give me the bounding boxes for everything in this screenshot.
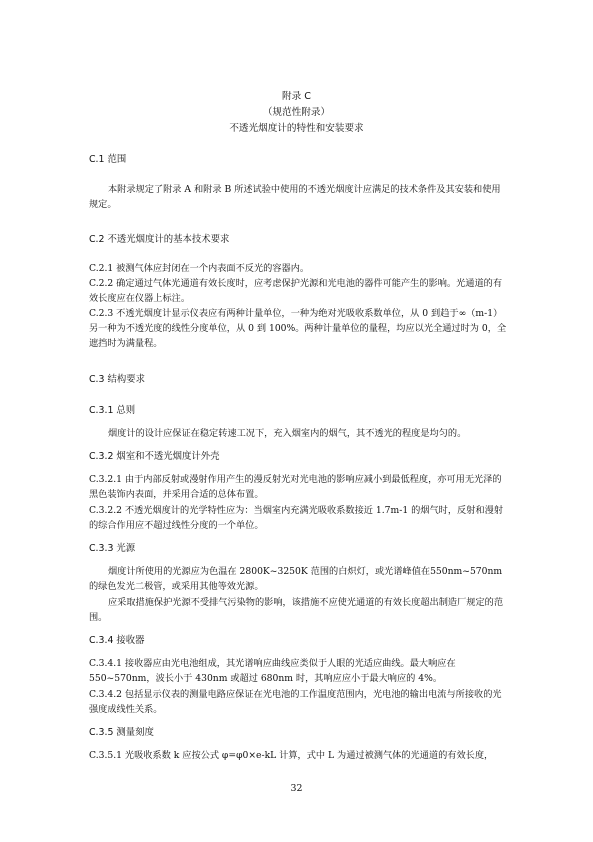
heading-c2: C.2 不透光烟度计的基本技术要求 [89, 234, 230, 245]
heading-c33: C.3.3 光源 [89, 543, 136, 554]
heading-c32: C.3.2 烟室和不透光烟度计外壳 [89, 451, 220, 462]
heading-c35: C.3.5 测量刻度 [89, 727, 154, 738]
appendix-type: （规范性附录） [262, 107, 331, 118]
clause-c22: C.2.2 确定通过气体光通道有效长度时，应考虑保护光源和光电池的器件可能产生的影响。光通道的有效长度应在仪器上标注。 [89, 278, 503, 304]
heading-c34: C.3.4 接收器 [89, 635, 145, 646]
paragraph-c33b: 应采取措施保护光源不受排气污染物的影响，该措施不应使光通道的有效长度超出制造厂规定的范围。 [89, 597, 504, 623]
appendix-label: 附录 C [282, 91, 311, 102]
paragraph-c1: 本附录规定了附录 A 和附录 B 所述试验中使用的不透光烟度计应满足的技术条件及其安装和使用规定。 [89, 184, 501, 210]
clause-c322: C.3.2.2 不透光烟度计的光学特性应为：当烟室内充满光吸收系数接近 1.7m-1 的烟气时，反射和漫射的综合作用应不超过线性分度的一个单位。 [89, 505, 503, 531]
paragraph-c31: 烟度计的设计应保证在稳定转速工况下，充入烟室内的烟气，其不透光的程度是均匀的。 [108, 428, 467, 439]
page-number: 32 [290, 783, 303, 794]
clause-c23: C.2.3 不透光烟度计显示仪表应有两种计量单位，一种为绝对光吸收系数单位，从 0 到趋于∞（m-1）另一种为不透光度的线性分度单位，从 0 到 100%。两种计量单位的量程，均应以光全通过时为 0，全遮挡时为满量程。 [89, 308, 507, 349]
appendix-title: 不透光烟度计的特性和安装要求 [229, 123, 364, 134]
clause-c321: C.3.2.1 由于内部反射或漫射作用产生的漫反射光对光电池的影响应减小到最低程度，亦可用无光泽的黑色装饰内表面，并采用合适的总体布置。 [89, 474, 502, 500]
clause-c341: C.3.4.1 接收器应由光电池组成，其光谱响应曲线应类似于人眼的光适应曲线。最大响应在550~570nm，波长小于 430nm 或超过 680nm 时，其响应应小于最大响应的 4%。 [89, 658, 456, 684]
clause-c351: C.3.5.1 光吸收系数 k 应按公式 φ=φ0×e-kL 计算，式中 L 为通过被测气体的光通道的有效长度， [89, 750, 494, 761]
heading-c1: C.1 范围 [89, 154, 127, 165]
heading-c3: C.3 结构要求 [89, 374, 145, 385]
clause-c342: C.3.4.2 包括显示仪表的测量电路应保证在光电池的工作温度范围内，光电池的输出电流与所接收的光强度成线性关系。 [89, 689, 502, 715]
clause-c21: C.2.1 被测气体应封闭在一个内表面不反光的容器内。 [89, 263, 310, 274]
paragraph-c33a: 烟度计所使用的光源应为色温在 2800K~3250K 范围的白炽灯，或光谱峰值在550nm~570nm 的绿色发光二极管，或采用其他等效光源。 [89, 566, 503, 592]
heading-c31: C.3.1 总则 [89, 405, 136, 416]
